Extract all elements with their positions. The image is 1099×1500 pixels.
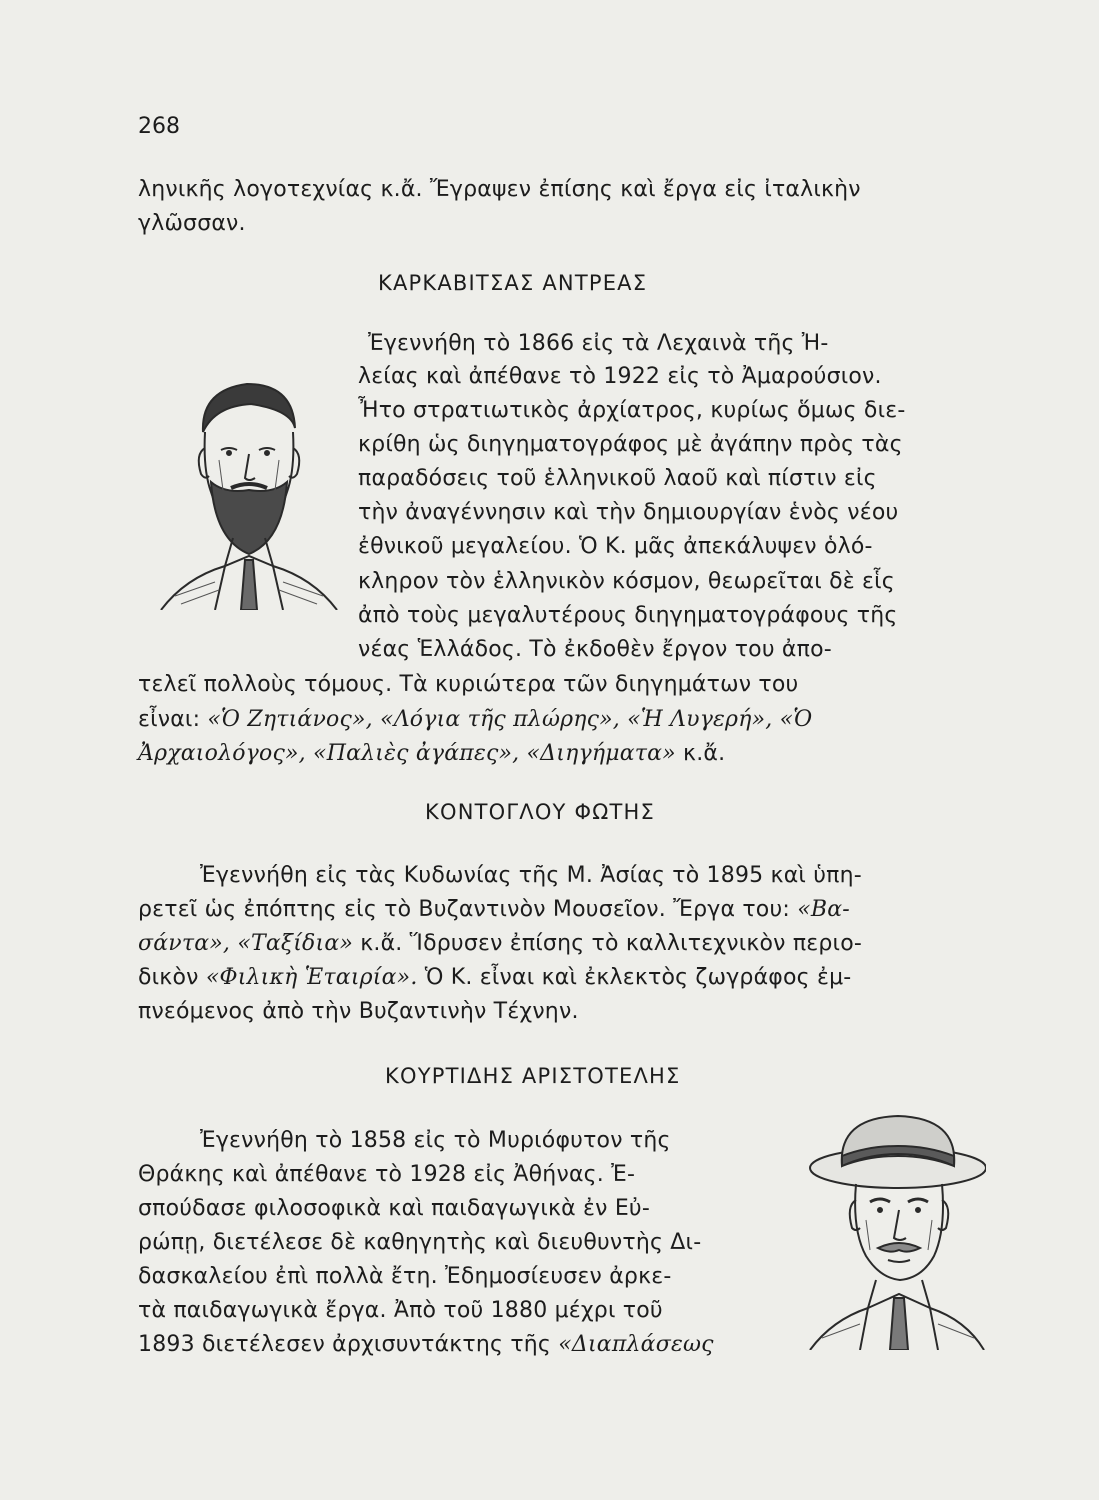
man-in-hat-portrait-icon <box>808 1110 986 1350</box>
karkavitsas-works-line <box>138 740 725 768</box>
kourtidis-line <box>138 1331 714 1359</box>
karkavitsas-line: νέας Ἑλλάδος. Τὸ ἐκδοθὲν ἔργον του ἀπο- <box>358 637 832 662</box>
kontoglou-italic: σάντα», «Ταξίδια» <box>138 931 354 956</box>
page-number: 268 <box>138 114 180 139</box>
kourtidis-text: 1893 διετέλεσεν ἀρχισυντάκτης τῆς <box>138 1332 559 1357</box>
kontoglou-text: δικὸν <box>138 965 206 990</box>
works-prefix: εἶναι: <box>138 707 208 732</box>
karkavitsas-line: Ἐγεννήθη τὸ 1866 εἰς τὰ Λεχαινὰ τῆς Ἠ- <box>368 331 829 356</box>
kontoglou-line: πνεόμενος ἀπὸ τὴν Βυζαντινὴν Τέχνην. <box>138 999 579 1024</box>
kontoglou-text: κ.ἄ. Ἵδρυσεν ἐπίσης τὸ καλλιτεχνικὸν περιο- <box>353 931 863 956</box>
kourtidis-line: Θράκης καὶ ἀπέθανε τὸ 1928 εἰς Ἀθήνας. Ἐ- <box>138 1162 636 1187</box>
kontoglou-line <box>138 930 862 958</box>
kourtidis-line: τὰ παιδαγωγικὰ ἔργα. Ἀπὸ τοῦ 1880 μέχρι τοῦ <box>138 1298 663 1323</box>
karkavitsas-line: λείας καὶ ἀπέθανε τὸ 1922 εἰς τὸ Ἀμαρούσιον. <box>358 364 882 389</box>
kontoglou-heading: ΚΟΝΤΟΓΛΟΥ ΦΩΤΗΣ <box>425 800 655 824</box>
karkavitsas-line: κληρον τὸν ἑλληνικὸν κόσμον, θεωρεῖται δὲ εἷς <box>358 569 895 594</box>
kontoglou-line <box>138 896 850 924</box>
intro-line: γλῶσσαν. <box>138 211 246 236</box>
kourtidis-line: Ἐγεννήθη τὸ 1858 εἰς τὸ Μυριόφυτον τῆς <box>200 1128 671 1153</box>
karkavitsas-line: τελεῖ πολλοὺς τόμους. Τὰ κυριώτερα τῶν διηγημάτων του <box>138 672 799 697</box>
kourtidis-heading: ΚΟΥΡΤΙΔΗΣ ΑΡΙΣΤΟΤΕΛΗΣ <box>385 1064 681 1088</box>
karkavitsas-line: Ἦτο στρατιωτικὸς ἀρχίατρος, κυρίως ὅμως διε- <box>358 398 906 423</box>
works-titles: «Ὁ Ζητιάνος», «Λόγια τῆς πλώρης», «Ἡ Λυγερή», «Ὁ <box>207 707 813 732</box>
kourtidis-line: δασκαλείου ἐπὶ πολλὰ ἔτη. Ἐδημοσίευσεν ἀρκε- <box>138 1264 672 1289</box>
kontoglou-line: Ἐγεννήθη εἰς τὰς Κυδωνίας τῆς Μ. Ἀσίας τὸ 1895 καὶ ὑπη- <box>200 863 862 888</box>
intro-line: ληνικῆς λογοτεχνίας κ.ἄ. Ἔγραψεν ἐπίσης καὶ ἔργα εἰς ἰταλικὴν <box>138 177 861 202</box>
bearded-man-portrait-icon <box>155 370 343 610</box>
kontoglou-italic: «Βα- <box>797 897 850 922</box>
kontoglou-text: ρετεῖ ὡς ἐπόπτης εἰς τὸ Βυζαντινὸν Μουσεῖον. Ἔργα του: <box>138 897 798 922</box>
karkavitsas-line: τὴν ἀναγέννησιν καὶ τὴν δημιουργίαν ἑνὸς νέου <box>358 500 899 525</box>
works-suffix: κ.ἄ. <box>675 741 726 766</box>
karkavitsas-heading: ΚΑΡΚΑΒΙΤΣΑΣ ΑΝΤΡΕΑΣ <box>378 271 648 295</box>
karkavitsas-works-line <box>138 706 812 734</box>
kontoglou-italic: «Φιλικὴ Ἑταιρία». <box>205 965 418 990</box>
kontoglou-text: Ὁ Κ. εἶναι καὶ ἐκλεκτὸς ζωγράφος ἐμ- <box>417 965 852 990</box>
kourtidis-line: σπούδασε φιλοσοφικὰ καὶ παιδαγωγικὰ ἐν Εὐ- <box>138 1196 650 1221</box>
kourtidis-italic: «Διαπλάσεως <box>558 1332 714 1357</box>
karkavitsas-line: ἐθνικοῦ μεγαλείου. Ὁ Κ. μᾶς ἀπεκάλυψεν ὁλό- <box>358 534 873 559</box>
karkavitsas-line: παραδόσεις τοῦ ἑλληνικοῦ λαοῦ καὶ πίστιν εἰς <box>358 466 877 491</box>
karkavitsas-line: ἀπὸ τοὺς μεγαλυτέρους διηγηματογράφους τῆς <box>358 603 898 628</box>
karkavitsas-line: κρίθη ὡς διηγηματογράφος μὲ ἀγάπην πρὸς τὰς <box>358 432 903 457</box>
works-titles: Ἀρχαιολόγος», «Παλιὲς ἀγάπες», «Διηγήματα» <box>138 741 676 766</box>
kourtidis-line: ρώπῃ, διετέλεσε δὲ καθηγητὴς καὶ διευθυντὴς Δι- <box>138 1230 702 1255</box>
kontoglou-line <box>138 964 851 992</box>
